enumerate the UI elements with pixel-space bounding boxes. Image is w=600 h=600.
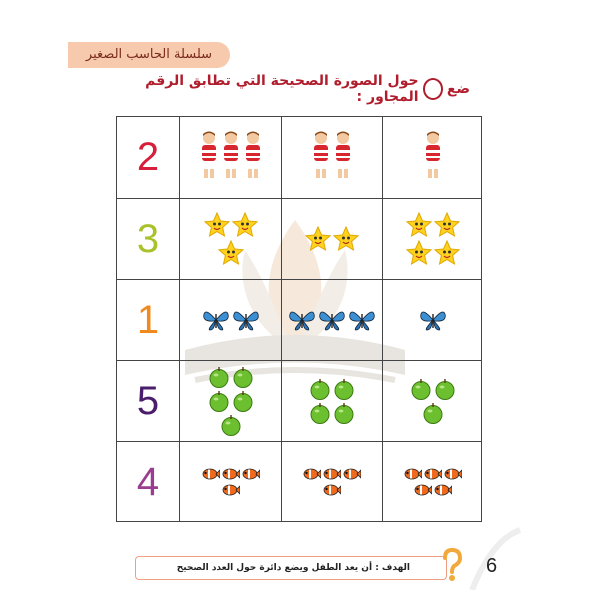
row-number: 3	[136, 216, 160, 261]
question-mark-icon	[440, 548, 464, 582]
fish-icon	[323, 483, 341, 497]
fish-icon	[424, 467, 442, 481]
choice-cell[interactable]	[179, 199, 281, 279]
table-row	[117, 198, 481, 279]
fish-icon	[434, 483, 452, 497]
star-icon	[204, 212, 230, 238]
table-row	[117, 360, 481, 441]
row-number: 2	[136, 135, 160, 179]
item-group	[199, 130, 263, 186]
page-number: 6	[486, 555, 498, 577]
choice-cell[interactable]	[179, 117, 281, 198]
item-group	[202, 308, 260, 332]
star-icon	[218, 240, 244, 266]
apple-icon	[309, 402, 331, 424]
butterfly-icon	[288, 308, 316, 332]
butterfly-icon	[318, 308, 346, 332]
choice-cell[interactable]	[179, 280, 281, 360]
matching-table	[116, 116, 482, 522]
star-icon	[434, 240, 460, 266]
butterfly-icon	[202, 308, 230, 332]
butterfly-icon	[232, 308, 260, 332]
choice-cell[interactable]	[179, 442, 281, 522]
choice-cell[interactable]	[281, 280, 382, 360]
table-row	[117, 441, 481, 522]
boy-icon	[423, 130, 443, 186]
boy-icon	[199, 130, 219, 186]
fish-icon	[303, 467, 321, 481]
apple-icon	[208, 366, 230, 388]
instruction-text: حول الصورة الصحيحة التي تطابق الرقم المجاور :	[145, 73, 419, 105]
apple-icon	[333, 378, 355, 400]
fish-icon	[444, 467, 462, 481]
apple-icon	[333, 402, 355, 424]
star-icon	[305, 226, 331, 252]
row-number: 5	[136, 378, 160, 423]
item-group	[302, 378, 362, 424]
table-row	[117, 117, 481, 198]
choice-cell[interactable]	[281, 361, 382, 441]
choice-cell[interactable]	[382, 442, 482, 522]
table-row	[117, 279, 481, 360]
boy-icon	[221, 130, 241, 186]
star-icon	[406, 240, 432, 266]
choice-cell[interactable]	[382, 280, 482, 360]
apple-icon	[309, 378, 331, 400]
fish-icon	[414, 483, 432, 497]
apple-icon	[434, 378, 456, 400]
circle-icon	[423, 78, 443, 100]
fish-icon	[242, 467, 260, 481]
item-group	[311, 130, 353, 186]
fish-icon	[222, 483, 240, 497]
apple-icon	[422, 402, 444, 424]
choice-cell[interactable]	[382, 361, 482, 441]
fish-icon	[323, 467, 341, 481]
fish-icon	[404, 467, 422, 481]
choice-cell[interactable]	[382, 199, 482, 279]
apple-icon	[232, 390, 254, 412]
item-group	[199, 467, 263, 497]
instruction	[110, 74, 470, 104]
item-group	[423, 130, 443, 186]
choice-cell[interactable]	[179, 361, 281, 441]
instruction-prefix: ضع	[446, 81, 470, 97]
item-group	[305, 226, 359, 252]
apple-icon	[410, 378, 432, 400]
item-group	[403, 378, 463, 424]
butterfly-icon	[419, 308, 447, 332]
choice-cell[interactable]	[382, 117, 482, 198]
boy-icon	[333, 130, 353, 186]
item-group	[300, 467, 364, 497]
star-icon	[406, 212, 432, 238]
series-tab	[68, 42, 230, 68]
star-icon	[333, 226, 359, 252]
item-group	[419, 308, 447, 332]
choice-cell[interactable]	[281, 117, 382, 198]
item-group	[401, 467, 465, 497]
choice-cell[interactable]	[281, 199, 382, 279]
boy-icon	[311, 130, 331, 186]
apple-icon	[232, 366, 254, 388]
series-title: سلسلة الحاسب الصغير	[85, 47, 213, 62]
fish-icon	[202, 467, 220, 481]
item-group	[201, 212, 261, 266]
goal-text: الهدف : أن يعد الطفل ويضع دائرة حول العدد الصحيح	[176, 563, 410, 573]
fish-icon	[222, 467, 240, 481]
row-number: 4	[136, 459, 160, 504]
item-group	[288, 308, 376, 332]
fish-icon	[343, 467, 361, 481]
butterfly-icon	[348, 308, 376, 332]
choice-cell[interactable]	[281, 442, 382, 522]
item-group	[201, 366, 261, 436]
apple-icon	[208, 390, 230, 412]
item-group	[403, 212, 463, 266]
star-icon	[232, 212, 258, 238]
row-number: 1	[136, 297, 160, 342]
star-icon	[434, 212, 460, 238]
apple-icon	[220, 414, 242, 436]
boy-icon	[243, 130, 263, 186]
goal-band	[135, 556, 447, 580]
